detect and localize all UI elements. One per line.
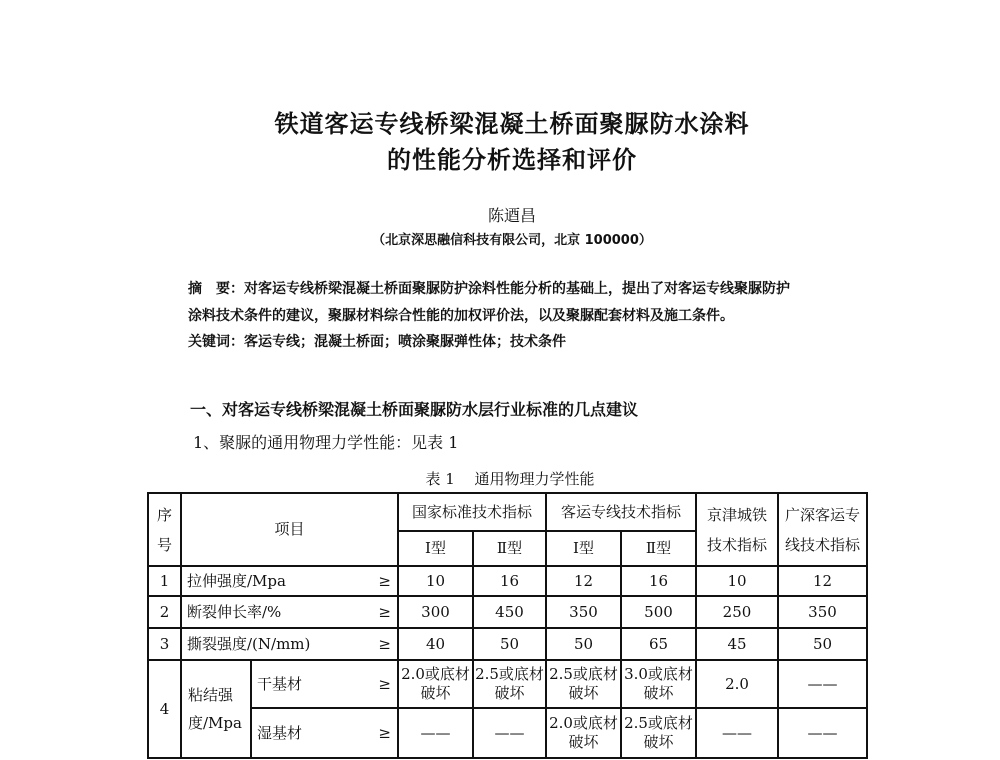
row-item [181, 566, 398, 596]
header-item: 项目 [181, 493, 398, 566]
item-label: 断裂伸长率/% [187, 602, 282, 621]
cell: 50 [473, 628, 546, 660]
abstract-line-2: 涂料技术条件的建议，聚脲材料综合性能的加权评价法，以及聚脲配套材料及施工条件。 [188, 308, 734, 324]
row4-seq: 4 [148, 660, 181, 758]
sub-label: 湿基材 [257, 723, 303, 742]
abstract-text: 对客运专线桥梁混凝土桥面聚脲防护涂料性能分析的基础上，提出了对客运专线聚脲防护 [244, 281, 790, 297]
cell: 2.5或底材破坏 [621, 708, 696, 758]
row-item [181, 628, 398, 660]
row-seq: 2 [148, 596, 181, 628]
cell: 12 [778, 566, 867, 596]
cell: 450 [473, 596, 546, 628]
cell: 50 [546, 628, 621, 660]
table-row [148, 596, 867, 628]
ge-sign: ≥ [378, 674, 391, 693]
header-pdl-type1: Ⅰ型 [546, 531, 621, 566]
cell: 50 [778, 628, 867, 660]
table-row [148, 628, 867, 660]
cell: 2.5或底材破坏 [473, 660, 546, 708]
cell: 250 [696, 596, 778, 628]
cell: 12 [546, 566, 621, 596]
cell: 2.0或底材破坏 [398, 660, 473, 708]
affiliation: （北京深思融信科技有限公司，北京 100000） [372, 233, 652, 248]
properties-table [147, 492, 868, 759]
abstract-line-1 [188, 278, 790, 298]
row4-sub-wet [251, 708, 398, 758]
cell: 2.5或底材破坏 [546, 660, 621, 708]
ge-sign: ≥ [378, 723, 391, 742]
header-pdl: 客运专线技术指标 [546, 493, 696, 531]
row4-sub-dry [251, 660, 398, 708]
keywords [188, 331, 566, 351]
cell: 2.0 [696, 660, 778, 708]
cell: —— [696, 708, 778, 758]
row-seq: 1 [148, 566, 181, 596]
header-national-type2: Ⅱ型 [473, 531, 546, 566]
cell: —— [398, 708, 473, 758]
cell: 300 [398, 596, 473, 628]
cell: 16 [473, 566, 546, 596]
header-seq: 序号 [148, 493, 181, 566]
cell: —— [778, 660, 867, 708]
row4-item: 粘结强度/Mpa [181, 660, 251, 758]
cell: 16 [621, 566, 696, 596]
header-national-type1: Ⅰ型 [398, 531, 473, 566]
header-pdl-type2: Ⅱ型 [621, 531, 696, 566]
cell: 10 [696, 566, 778, 596]
table-row [148, 566, 867, 596]
item-label: 拉伸强度/Mpa [187, 571, 286, 590]
item-label: 撕裂强度/(N/mm) [187, 634, 311, 653]
header-gs: 广深客运专线技术指标 [778, 493, 867, 566]
ge-sign: ≥ [378, 571, 391, 590]
cell: 3.0或底材破坏 [621, 660, 696, 708]
author: 陈逎昌 [487, 206, 536, 225]
section-heading: 一、对客运专线桥梁混凝土桥面聚脲防水层行业标准的几点建议 [190, 400, 639, 419]
keywords-text: 客运专线；混凝土桥面；喷涂聚脲弹性体；技术条件 [244, 334, 566, 350]
subsection-heading: 1、聚脲的通用物理力学性能：见表 1 [193, 433, 459, 452]
header-national: 国家标准技术指标 [398, 493, 546, 531]
cell: 500 [621, 596, 696, 628]
row-item [181, 596, 398, 628]
ge-sign: ≥ [378, 602, 391, 621]
cell: 45 [696, 628, 778, 660]
header-jj: 京津城铁技术指标 [696, 493, 778, 566]
table-caption: 表 1 通用物理力学性能 [425, 470, 595, 488]
abstract-label: 摘 要： [188, 281, 244, 297]
title-line-1: 铁道客运专线桥梁混凝土桥面聚脲防水涂料 [274, 109, 750, 138]
cell: 350 [546, 596, 621, 628]
ge-sign: ≥ [378, 634, 391, 653]
title-line-2: 的性能分析选择和评价 [387, 145, 637, 174]
sub-label: 干基材 [257, 674, 303, 693]
keywords-label: 关键词： [188, 334, 244, 350]
cell: —— [473, 708, 546, 758]
cell: 40 [398, 628, 473, 660]
cell: 65 [621, 628, 696, 660]
cell: —— [778, 708, 867, 758]
row-seq: 3 [148, 628, 181, 660]
cell: 2.0或底材破坏 [546, 708, 621, 758]
cell: 350 [778, 596, 867, 628]
cell: 10 [398, 566, 473, 596]
